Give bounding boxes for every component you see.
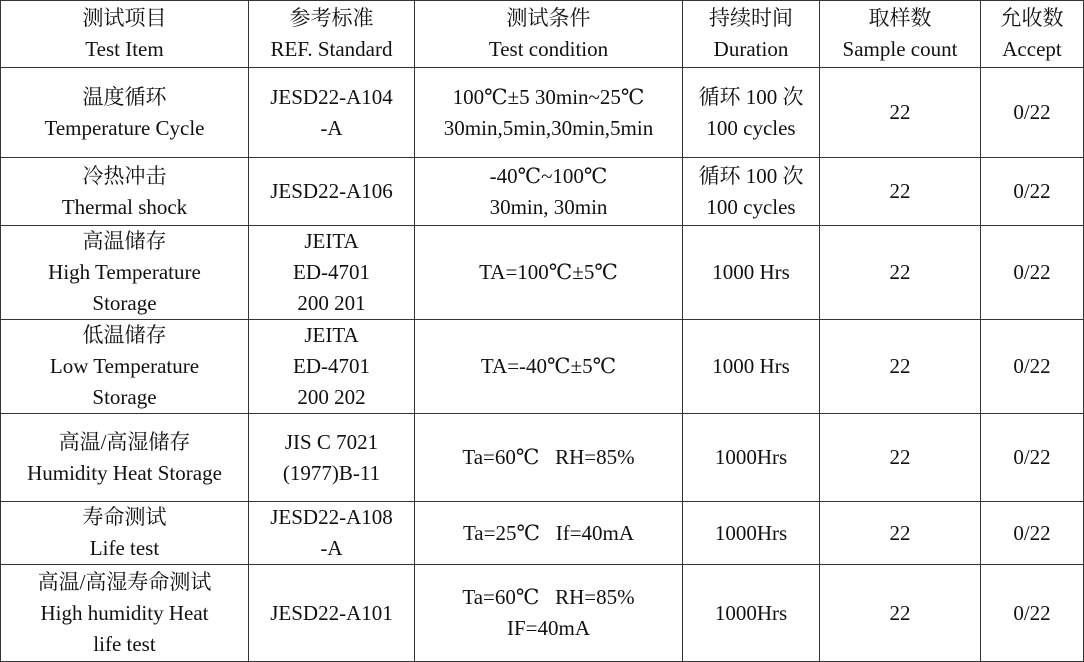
cell-line: Humidity Heat Storage [27, 460, 222, 485]
cell-line: Life test [89, 536, 160, 560]
header-ref-standard-en: REF. Standard [270, 37, 393, 61]
cell-line: 30min,5min,30min,5min [443, 115, 654, 140]
cell-accept: 0/22 [981, 68, 1084, 158]
cell-duration [683, 320, 820, 414]
cell-line: High Temperature [48, 260, 201, 284]
cell-duration [683, 565, 820, 662]
cell-sample-count: 22 [820, 226, 981, 320]
cell-line: High humidity Heat [40, 600, 209, 625]
header-duration [683, 1, 820, 68]
cell-line: 循环 100 次 [698, 163, 804, 188]
cell-line: 200 201 [297, 291, 366, 315]
table-row [1, 502, 1084, 565]
cell-line: Storage [92, 385, 157, 409]
cell-line: 冷热冲击 [82, 163, 167, 188]
cell-sample-count: 22 [820, 502, 981, 565]
cell-test-item [1, 226, 249, 320]
cell-line: JESD22-A106 [270, 179, 393, 203]
cell-line: 1000Hrs [714, 445, 788, 469]
cell-test-condition [415, 414, 683, 502]
cell-accept: 0/22 [981, 226, 1084, 320]
cell-test-condition [415, 320, 683, 414]
cell-line: 寿命测试 [82, 505, 167, 529]
table-row [1, 414, 1084, 502]
cell-line: 高温/高湿寿命测试 [37, 569, 212, 594]
cell-line: Low Temperature [49, 354, 200, 378]
cell-test-condition [415, 68, 683, 158]
cell-line: 低温储存 [82, 323, 167, 347]
cell-sample-count: 22 [820, 68, 981, 158]
cell-line: 1000Hrs [714, 520, 788, 545]
cell-line: Temperature Cycle [44, 115, 205, 140]
cell-line: ED-4701 [293, 260, 370, 284]
cell-test-condition [415, 502, 683, 565]
cell-line: 高温储存 [82, 229, 167, 253]
cell-line: -40℃~100℃ [489, 163, 608, 188]
cell-test-item [1, 158, 249, 226]
cell-line: JEITA [304, 229, 359, 253]
cell-line: 1000 Hrs [712, 354, 790, 378]
cell-line: JESD22-A108 [270, 505, 393, 529]
cell-line: 30min, 30min [489, 194, 608, 219]
header-duration-zh: 持续时间 [709, 6, 793, 30]
cell-line: 1000 Hrs [712, 260, 790, 284]
cell-line: Storage [92, 291, 157, 315]
header-accept-zh: 允收数 [1000, 6, 1064, 30]
cell-duration [683, 158, 820, 226]
cell-line: JIS C 7021 [284, 429, 379, 454]
cell-ref-standard [249, 414, 415, 502]
header-accept-en: Accept [1002, 37, 1062, 61]
cell-accept: 0/22 [981, 158, 1084, 226]
cell-duration [683, 226, 820, 320]
table-row [1, 226, 1084, 320]
header-duration-en: Duration [713, 37, 789, 61]
cell-line: Thermal shock [61, 194, 188, 219]
header-ref-standard-zh: 参考标准 [289, 6, 374, 30]
cell-sample-count: 22 [820, 320, 981, 414]
cell-test-condition [415, 565, 683, 662]
header-ref-standard [249, 1, 415, 68]
header-sample-count [820, 1, 981, 68]
cell-line: Ta=60℃ RH=85% [462, 445, 635, 469]
header-test-item-en: Test Item [85, 37, 164, 61]
cell-test-condition [415, 158, 683, 226]
cell-duration [683, 502, 820, 565]
cell-accept: 0/22 [981, 565, 1084, 662]
cell-test-item [1, 68, 249, 158]
cell-ref-standard [249, 158, 415, 226]
cell-line: IF=40mA [506, 616, 590, 640]
cell-ref-standard [249, 226, 415, 320]
cell-sample-count: 22 [820, 414, 981, 502]
cell-line: 循环 100 次 [698, 84, 804, 109]
cell-line: TA=-40℃±5℃ [480, 354, 617, 378]
cell-test-item [1, 414, 249, 502]
cell-line: Ta=60℃ RH=85% [462, 585, 635, 609]
cell-line: 100℃±5 30min~25℃ [452, 84, 645, 109]
cell-line: 温度循环 [82, 84, 167, 109]
header-accept [981, 1, 1084, 68]
cell-ref-standard [249, 68, 415, 158]
table-row [1, 68, 1084, 158]
cell-line: JESD22-A101 [270, 600, 393, 625]
cell-ref-standard [249, 320, 415, 414]
cell-duration [683, 414, 820, 502]
cell-line: 100 cycles [706, 194, 796, 219]
cell-test-item [1, 565, 249, 662]
cell-accept: 0/22 [981, 320, 1084, 414]
cell-accept: 0/22 [981, 502, 1084, 565]
cell-line: life test [93, 631, 156, 656]
cell-line: 200 202 [297, 385, 366, 409]
cell-test-condition [415, 226, 683, 320]
cell-duration [683, 68, 820, 158]
header-sample-count-zh: 取样数 [868, 6, 932, 30]
cell-line: 高温/高湿储存 [58, 429, 191, 454]
cell-sample-count: 22 [820, 158, 981, 226]
cell-line: Ta=25℃ If=40mA [462, 520, 635, 545]
cell-accept: 0/22 [981, 414, 1084, 502]
cell-ref-standard [249, 502, 415, 565]
cell-line: TA=100℃±5℃ [479, 260, 618, 284]
cell-line: ED-4701 [293, 354, 370, 378]
cell-line: JEITA [304, 323, 359, 347]
table-row [1, 320, 1084, 414]
cell-test-item [1, 502, 249, 565]
cell-line: JESD22-A104 [270, 84, 393, 109]
cell-line: 1000Hrs [714, 600, 788, 625]
cell-sample-count: 22 [820, 565, 981, 662]
table-header-row [1, 1, 1084, 68]
cell-line: 100 cycles [706, 115, 796, 140]
header-test-item-zh: 测试项目 [82, 6, 167, 30]
table-row [1, 565, 1084, 662]
cell-line: -A [320, 536, 343, 560]
header-sample-count-en: Sample count [842, 37, 958, 61]
header-test-item [1, 1, 249, 68]
header-test-condition-en: Test condition [488, 37, 609, 61]
cell-test-item [1, 320, 249, 414]
header-test-condition [415, 1, 683, 68]
cell-ref-standard [249, 565, 415, 662]
cell-line: -A [320, 115, 343, 140]
cell-line: (1977)B-11 [282, 460, 381, 485]
table-row [1, 158, 1084, 226]
header-test-condition-zh: 测试条件 [506, 6, 591, 30]
